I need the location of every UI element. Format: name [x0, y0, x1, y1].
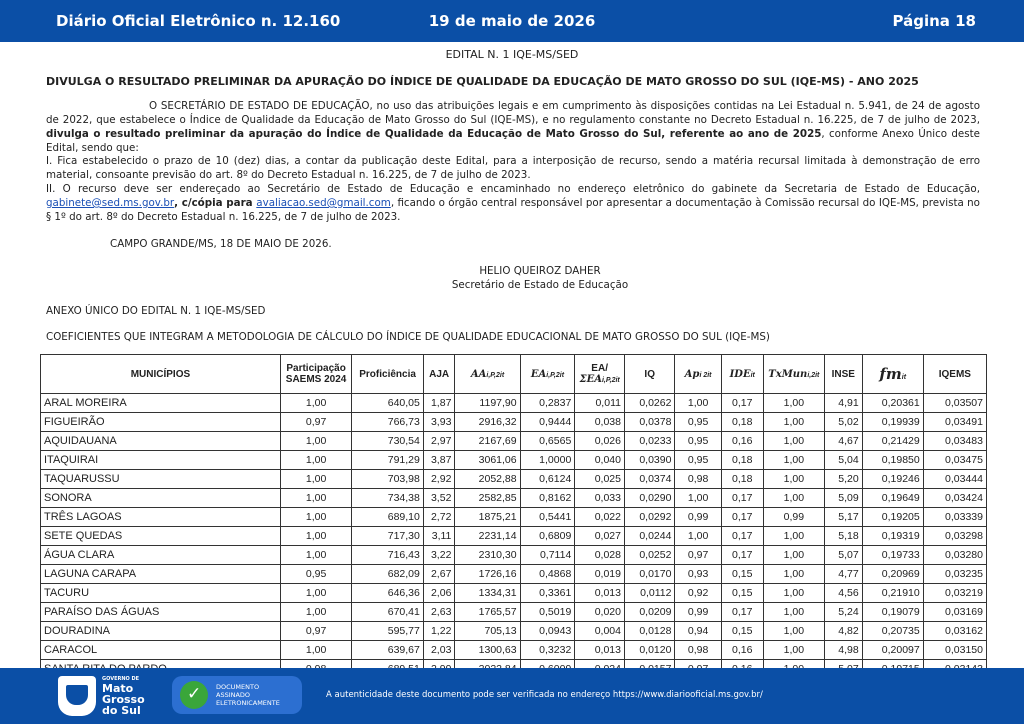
value-cell: 1,00 [280, 432, 352, 451]
municipality-cell: DOURADINA [41, 622, 281, 641]
value-cell: 0,6565 [520, 432, 575, 451]
value-cell: 0,0252 [624, 546, 674, 565]
value-cell: 0,022 [575, 508, 625, 527]
table-row [41, 470, 987, 489]
value-cell: 0,99 [675, 508, 721, 527]
value-cell: 0,013 [575, 584, 625, 603]
value-cell: 0,95 [280, 565, 352, 584]
value-cell: 1,00 [675, 527, 721, 546]
value-cell: 1,00 [280, 603, 352, 622]
value-cell: 2582,85 [455, 489, 520, 508]
coefficients-title: COEFICIENTES QUE INTEGRAM A METODOLOGIA DE CÁLCULO DO ÍNDICE DE QUALIDADE EDUCACIONAL DE MATO GROSSO DO SUL (IQE-MS) [46, 331, 770, 343]
value-cell: 0,4868 [520, 565, 575, 584]
value-cell: 0,8162 [520, 489, 575, 508]
authenticity-notice: A autenticidade deste documento pode ser verificada no endereço https://www.diariooficial.ms.gov.br/ [326, 690, 763, 700]
value-cell: 0,19205 [862, 508, 923, 527]
item-i-paragraph: I. Fica estabelecido o prazo de 10 (dez) dias, a contar da publicação deste Edital, para a interposição de recurso, sendo a matéria recursal limitada à demonstração de erro material, consoante previsão do art. 8º do Decreto Estadual n. 16.225, de 7 de julho de 2023. [46, 155, 980, 181]
table-row [41, 622, 987, 641]
value-cell: 2052,88 [455, 470, 520, 489]
value-cell: 0,020 [575, 603, 625, 622]
value-cell: 0,9444 [520, 413, 575, 432]
signatory-role: Secretário de Estado de Educação [451, 279, 629, 291]
value-cell: 1,00 [280, 508, 352, 527]
col-aja: AJA [423, 355, 455, 394]
value-cell: 0,94 [675, 622, 721, 641]
page-number: Página 18 [892, 12, 976, 30]
issue-date: 19 de maio de 2026 [428, 12, 596, 30]
municipality-cell: ARAL MOREIRA [41, 394, 281, 413]
value-cell: 0,15 [721, 584, 763, 603]
value-cell: 2,06 [423, 584, 455, 603]
value-cell: 1,00 [675, 394, 721, 413]
value-cell: 1,00 [763, 622, 824, 641]
value-cell: 0,16 [721, 432, 763, 451]
value-cell: 0,03475 [923, 451, 986, 470]
col-proficiencia: Proficiência [352, 355, 424, 394]
table-row [41, 584, 987, 603]
col-participacao: Participação SAEMS 2024 [280, 355, 352, 394]
value-cell: 1,00 [280, 641, 352, 660]
value-cell: 1,00 [763, 603, 824, 622]
value-cell: 0,0170 [624, 565, 674, 584]
table-header-row [41, 355, 987, 394]
municipality-cell: PARAÍSO DAS ÁGUAS [41, 603, 281, 622]
value-cell: 0,0943 [520, 622, 575, 641]
value-cell: 2,63 [423, 603, 455, 622]
value-cell: 1,00 [280, 584, 352, 603]
value-cell: 0,19733 [862, 546, 923, 565]
value-cell: 0,019 [575, 565, 625, 584]
value-cell: 0,20735 [862, 622, 923, 641]
value-cell: 0,03162 [923, 622, 986, 641]
value-cell: 0,17 [721, 527, 763, 546]
value-cell: 4,91 [824, 394, 862, 413]
value-cell: 705,13 [455, 622, 520, 641]
col-fm: fmit [862, 355, 923, 394]
checkmark-icon [180, 681, 208, 709]
value-cell: 0,0112 [624, 584, 674, 603]
place-date: CAMPO GRANDE/MS, 18 DE MAIO DE 2026. [110, 238, 332, 250]
table-row [41, 603, 987, 622]
value-cell: 0,038 [575, 413, 625, 432]
col-inse: INSE [824, 355, 862, 394]
intro-paragraph: O SECRETÁRIO DE ESTADO DE EDUCAÇÃO, no uso das atribuições legais e em cumprimento às disposições contidas na Lei Estadual n. 5.941, de 24 de agosto de 2022, que estabelece o Índice de Qualidade da Educação de Mato Grosso do Sul (IQE-MS), e no regulamento constante no Decreto Estadual n. 16.225, de 7 de julho de 2023, divulga o resultado preliminar da apuração do Índice de Qualidade da Educação de Mato Grosso do Sul, referente ao ano de 2025, conforme Anexo Único deste Edital, sendo que: [46, 100, 980, 154]
value-cell: 0,20969 [862, 565, 923, 584]
value-cell: 0,3232 [520, 641, 575, 660]
value-cell: 1,00 [280, 527, 352, 546]
value-cell: 0,0290 [624, 489, 674, 508]
value-cell: 0,19850 [862, 451, 923, 470]
value-cell: 1334,31 [455, 584, 520, 603]
value-cell: 1,00 [280, 546, 352, 565]
value-cell: 0,15 [721, 622, 763, 641]
value-cell: 2167,69 [455, 432, 520, 451]
value-cell: 0,03219 [923, 584, 986, 603]
value-cell: 1,00 [763, 394, 824, 413]
value-cell: 1,00 [280, 489, 352, 508]
value-cell: 0,97 [675, 546, 721, 565]
value-cell: 0,0120 [624, 641, 674, 660]
value-cell: 670,41 [352, 603, 424, 622]
table-row [41, 432, 987, 451]
municipality-cell: AQUIDAUANA [41, 432, 281, 451]
value-cell: 0,013 [575, 641, 625, 660]
value-cell: 766,73 [352, 413, 424, 432]
municipality-cell: LAGUNA CARAPA [41, 565, 281, 584]
value-cell: 3,22 [423, 546, 455, 565]
value-cell: 0,0374 [624, 470, 674, 489]
value-cell: 0,0233 [624, 432, 674, 451]
value-cell: 639,67 [352, 641, 424, 660]
value-cell: 0,7114 [520, 546, 575, 565]
value-cell: 0,3361 [520, 584, 575, 603]
signed-document-badge: ✓ DOCUMENTO ASSINADO ELETRONICAMENTE [172, 676, 302, 714]
value-cell: 1,00 [280, 470, 352, 489]
value-cell: 1,00 [763, 451, 824, 470]
value-cell: 4,67 [824, 432, 862, 451]
value-cell: 791,29 [352, 451, 424, 470]
value-cell: 0,004 [575, 622, 625, 641]
value-cell: 0,19939 [862, 413, 923, 432]
value-cell: 1,00 [763, 470, 824, 489]
value-cell: 0,92 [675, 584, 721, 603]
municipality-cell: ÁGUA CLARA [41, 546, 281, 565]
value-cell: 4,82 [824, 622, 862, 641]
value-cell: 0,0262 [624, 394, 674, 413]
value-cell: 0,03235 [923, 565, 986, 584]
journal-title: Diário Oficial Eletrônico n. 12.160 [56, 12, 341, 30]
table-row [41, 527, 987, 546]
col-ea-ratio: EA/ ΣEAi,P,2it [575, 355, 625, 394]
value-cell: 0,0390 [624, 451, 674, 470]
value-cell: 0,028 [575, 546, 625, 565]
value-cell: 2916,32 [455, 413, 520, 432]
value-cell: 4,98 [824, 641, 862, 660]
value-cell: 4,77 [824, 565, 862, 584]
value-cell: 1765,57 [455, 603, 520, 622]
value-cell: 703,98 [352, 470, 424, 489]
municipality-cell: ITAQUIRAI [41, 451, 281, 470]
value-cell: 1,00 [675, 489, 721, 508]
value-cell: 0,6124 [520, 470, 575, 489]
col-municipios: MUNICÍPIOS [41, 355, 281, 394]
value-cell: 0,03424 [923, 489, 986, 508]
value-cell: 682,09 [352, 565, 424, 584]
value-cell: 734,38 [352, 489, 424, 508]
value-cell: 717,30 [352, 527, 424, 546]
table-row [41, 394, 987, 413]
value-cell: 0,03339 [923, 508, 986, 527]
value-cell: 1,00 [763, 413, 824, 432]
value-cell: 2,97 [423, 432, 455, 451]
coefficients-table [40, 354, 987, 679]
value-cell: 3061,06 [455, 451, 520, 470]
value-cell: 0,03150 [923, 641, 986, 660]
annex-title: ANEXO ÚNICO DO EDITAL N. 1 IQE-MS/SED [46, 305, 266, 317]
value-cell: 0,026 [575, 432, 625, 451]
value-cell: 1197,90 [455, 394, 520, 413]
table-body [41, 394, 987, 679]
value-cell: 0,2837 [520, 394, 575, 413]
signature-block [0, 264, 1024, 292]
value-cell: 3,11 [423, 527, 455, 546]
municipality-cell: CARACOL [41, 641, 281, 660]
value-cell: 5,24 [824, 603, 862, 622]
value-cell: 1300,63 [455, 641, 520, 660]
value-cell: 646,36 [352, 584, 424, 603]
municipality-cell: SETE QUEDAS [41, 527, 281, 546]
value-cell: 0,98 [675, 470, 721, 489]
value-cell: 1,00 [763, 584, 824, 603]
value-cell: 0,011 [575, 394, 625, 413]
value-cell: 1,00 [763, 527, 824, 546]
email-gabinete-link[interactable]: gabinete@sed.ms.gov.br [46, 197, 175, 209]
value-cell: 0,03444 [923, 470, 986, 489]
table-row [41, 413, 987, 432]
value-cell: 1,00 [763, 546, 824, 565]
state-shield-icon [58, 676, 96, 716]
value-cell: 5,07 [824, 546, 862, 565]
value-cell: 689,10 [352, 508, 424, 527]
header-bar [0, 0, 1024, 42]
municipality-cell: FIGUEIRÃO [41, 413, 281, 432]
item-ii-paragraph: II. O recurso deve ser endereçado ao Secretário de Estado de Educação e encaminhado no endereço eletrônico do gabinete da Secretaria de Estado de Educação, gabinete@sed.ms.gov.br, c/cópia para avaliacao.sed@gmail.com, ficando o órgão central responsável por apresentar a documentação à Comissão recursal do IQE-MS, prevista no § 1º do art. 8º do Decreto Estadual n. 16.225, de 7 de julho de 2023. [46, 183, 980, 223]
value-cell: 0,0209 [624, 603, 674, 622]
value-cell: 1,22 [423, 622, 455, 641]
value-cell: 1,00 [280, 451, 352, 470]
signatory-name: HELIO QUEIROZ DAHER [479, 265, 601, 277]
value-cell: 4,56 [824, 584, 862, 603]
value-cell: 0,03280 [923, 546, 986, 565]
value-cell: 1,00 [763, 565, 824, 584]
value-cell: 5,17 [824, 508, 862, 527]
footer-bar [0, 668, 1024, 724]
value-cell: 0,03483 [923, 432, 986, 451]
value-cell: 0,95 [675, 413, 721, 432]
value-cell: 0,99 [763, 508, 824, 527]
municipality-cell: SONORA [41, 489, 281, 508]
col-ea: EAi,P,2it [520, 355, 575, 394]
value-cell: 1,0000 [520, 451, 575, 470]
value-cell: 3,93 [423, 413, 455, 432]
value-cell: 0,17 [721, 603, 763, 622]
value-cell: 0,17 [721, 508, 763, 527]
value-cell: 0,0378 [624, 413, 674, 432]
value-cell: 5,02 [824, 413, 862, 432]
value-cell: 0,0128 [624, 622, 674, 641]
value-cell: 0,20097 [862, 641, 923, 660]
value-cell: 0,99 [675, 603, 721, 622]
edital-title: EDITAL N. 1 IQE-MS/SED [445, 48, 579, 61]
value-cell: 640,05 [352, 394, 424, 413]
municipality-cell: TAQUARUSSU [41, 470, 281, 489]
value-cell: 0,97 [280, 622, 352, 641]
table-row [41, 546, 987, 565]
value-cell: 0,17 [721, 394, 763, 413]
value-cell: 0,6809 [520, 527, 575, 546]
value-cell: 1,00 [763, 432, 824, 451]
value-cell: 0,21429 [862, 432, 923, 451]
email-avaliacao-link[interactable]: avaliacao.sed@gmail.com [256, 197, 391, 209]
value-cell: 0,040 [575, 451, 625, 470]
value-cell: 1,00 [763, 641, 824, 660]
value-cell: 0,17 [721, 546, 763, 565]
value-cell: 2,03 [423, 641, 455, 660]
value-cell: 0,03298 [923, 527, 986, 546]
col-ap: Api 2it [675, 355, 721, 394]
value-cell: 3,87 [423, 451, 455, 470]
value-cell: 0,19079 [862, 603, 923, 622]
value-cell: 0,0292 [624, 508, 674, 527]
value-cell: 2231,14 [455, 527, 520, 546]
value-cell: 0,03169 [923, 603, 986, 622]
value-cell: 0,0244 [624, 527, 674, 546]
col-txmun: TxMuni,2it [763, 355, 824, 394]
value-cell: 5,04 [824, 451, 862, 470]
value-cell: 0,16 [721, 641, 763, 660]
value-cell: 1875,21 [455, 508, 520, 527]
value-cell: 0,15 [721, 565, 763, 584]
value-cell: 0,19319 [862, 527, 923, 546]
table-row [41, 451, 987, 470]
value-cell: 730,54 [352, 432, 424, 451]
value-cell: 0,21910 [862, 584, 923, 603]
value-cell: 0,03507 [923, 394, 986, 413]
value-cell: 0,97 [280, 413, 352, 432]
government-logo: GOVERNO DE Mato Grosso do Sul [58, 674, 163, 718]
value-cell: 0,18 [721, 451, 763, 470]
value-cell: 0,5019 [520, 603, 575, 622]
value-cell: 2,72 [423, 508, 455, 527]
table-row [41, 508, 987, 527]
value-cell: 1726,16 [455, 565, 520, 584]
col-ide: IDEit [721, 355, 763, 394]
municipality-cell: TRÊS LAGOAS [41, 508, 281, 527]
municipality-cell: TACURU [41, 584, 281, 603]
value-cell: 5,18 [824, 527, 862, 546]
value-cell: 0,18 [721, 470, 763, 489]
value-cell: 0,18 [721, 413, 763, 432]
value-cell: 716,43 [352, 546, 424, 565]
value-cell: 0,98 [675, 641, 721, 660]
table-row [41, 489, 987, 508]
value-cell: 5,20 [824, 470, 862, 489]
table-row [41, 641, 987, 660]
value-cell: 3,52 [423, 489, 455, 508]
col-iq: IQ [624, 355, 674, 394]
value-cell: 0,03491 [923, 413, 986, 432]
value-cell: 5,09 [824, 489, 862, 508]
value-cell: 0,19649 [862, 489, 923, 508]
value-cell: 0,93 [675, 565, 721, 584]
value-cell: 0,95 [675, 451, 721, 470]
value-cell: 2310,30 [455, 546, 520, 565]
edital-heading: DIVULGA O RESULTADO PRELIMINAR DA APURAÇÃO DO ÍNDICE DE QUALIDADE DA EDUCAÇÃO DE MATO GROSSO DO SUL (IQE-MS) - ANO 2025 [46, 75, 919, 88]
value-cell: 0,5441 [520, 508, 575, 527]
value-cell: 1,87 [423, 394, 455, 413]
value-cell: 2,92 [423, 470, 455, 489]
value-cell: 0,033 [575, 489, 625, 508]
value-cell: 1,00 [763, 489, 824, 508]
value-cell: 0,17 [721, 489, 763, 508]
col-aa: AAi,P,2it [455, 355, 520, 394]
value-cell: 0,027 [575, 527, 625, 546]
col-iqems: IQEMS [923, 355, 986, 394]
value-cell: 0,025 [575, 470, 625, 489]
value-cell: 595,77 [352, 622, 424, 641]
value-cell: 0,20361 [862, 394, 923, 413]
value-cell: 0,95 [675, 432, 721, 451]
value-cell: 0,19246 [862, 470, 923, 489]
value-cell: 1,00 [280, 394, 352, 413]
table-row [41, 565, 987, 584]
value-cell: 2,67 [423, 565, 455, 584]
